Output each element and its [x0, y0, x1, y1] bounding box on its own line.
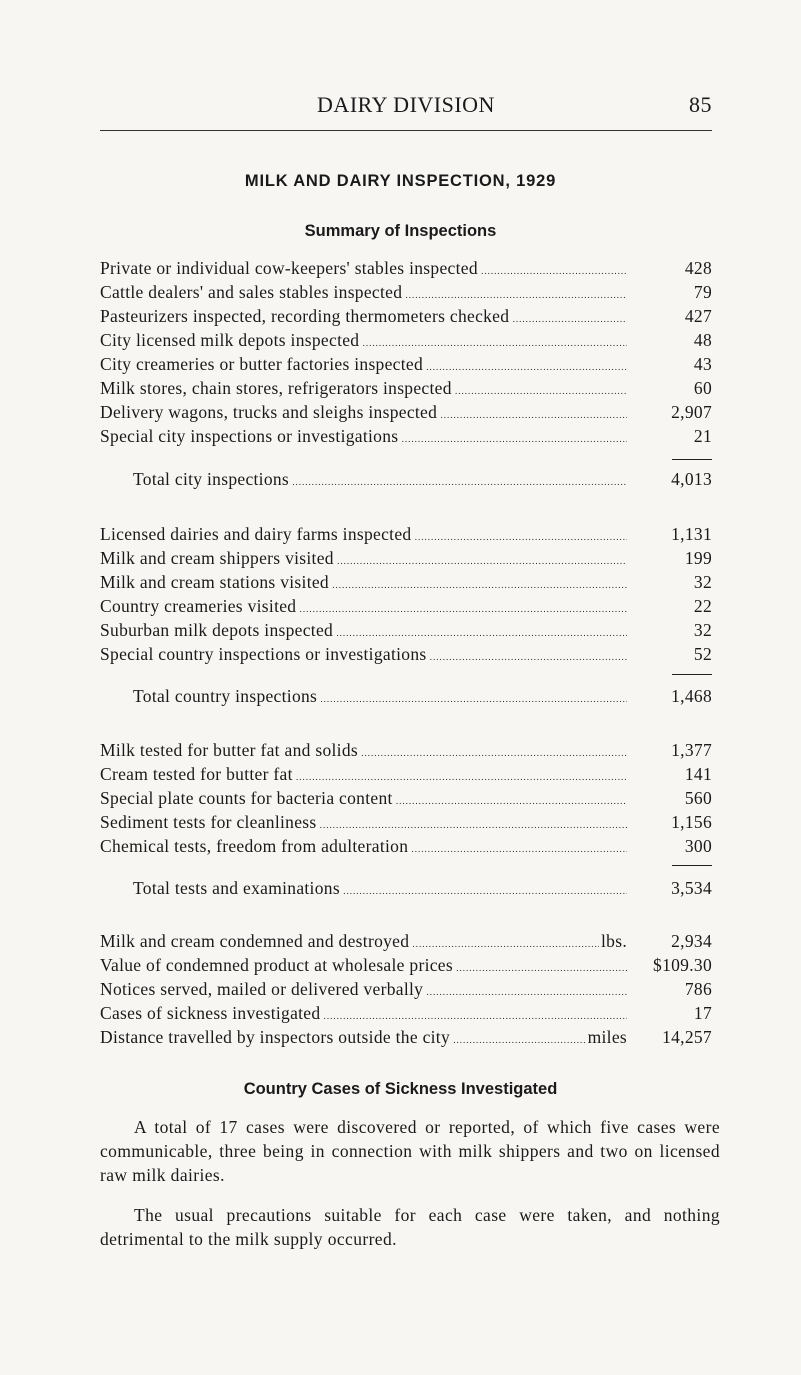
sickness-heading: Country Cases of Sickness Investigated	[243, 1080, 558, 1098]
list-item: City licensed milk depots inspected ..... 48	[100, 328, 712, 352]
list-item: City creameries or butter factories inspected ..... 43	[100, 352, 712, 376]
list-item: Distance travelled by inspectors outside the city ..... miles 14,257	[100, 1025, 712, 1049]
misc-list	[100, 929, 712, 1049]
city-inspections-list	[100, 256, 712, 448]
list-item: Sediment tests for cleanliness ..... 1,156	[100, 810, 712, 834]
tests-total-row: Total tests and examinations ..... 3,534	[133, 876, 712, 900]
list-item: Country creameries visited ..... 22	[100, 594, 712, 618]
list-item: Value of condemned product at wholesale prices ..... $109.30	[100, 953, 712, 977]
list-item: Cattle dealers' and sales stables inspected ..... 79	[100, 280, 712, 304]
list-item: Special country inspections or investigations ..... 52	[100, 642, 712, 666]
list-item: Milk tested for butter fat and solids ..... 1,377	[100, 738, 712, 762]
list-item: Milk and cream stations visited ..... 32	[100, 570, 712, 594]
sickness-paragraph: A total of 17 cases were discovered or reported, of which five cases were communicable, three being in connection with milk shippers and two on licensed raw milk dairies.	[100, 1117, 720, 1185]
list-item: Suburban milk depots inspected ..... 32	[100, 618, 712, 642]
country-total-row: Total country inspections ..... 1,468	[133, 684, 712, 708]
list-item: Cream tested for butter fat ..... 141	[100, 762, 712, 786]
list-item: Special plate counts for bacteria content ..... 560	[100, 786, 712, 810]
list-item: Milk stores, chain stores, refrigerators inspected ..... 60	[100, 376, 712, 400]
list-item: Licensed dairies and dairy farms inspected ..... 1,131	[100, 522, 712, 546]
running-header	[100, 90, 712, 131]
tests-list	[100, 738, 712, 858]
page-number: 85	[689, 92, 712, 117]
country-total-section	[100, 684, 712, 708]
list-item: Private or individual cow-keepers' stables inspected ..... 428	[100, 256, 712, 280]
list-item: Delivery wagons, trucks and sleighs inspected ..... 2,907	[100, 400, 712, 424]
total-rule	[672, 459, 712, 460]
total-rule	[672, 865, 712, 866]
sickness-paragraph: The usual precautions suitable for each case were taken, and nothing detrimental to the milk supply occurred.	[100, 1205, 720, 1249]
tests-total-section	[100, 876, 712, 900]
total-rule	[672, 674, 712, 675]
list-item: Milk and cream shippers visited ..... 199	[100, 546, 712, 570]
list-item: Milk and cream condemned and destroyed ..... lbs. 2,934	[100, 929, 712, 953]
city-total-row: Total city inspections ..... 4,013	[133, 467, 712, 491]
header-title: DAIRY DIVISION	[317, 92, 495, 117]
list-item: Cases of sickness investigated ..... 17	[100, 1001, 712, 1025]
summary-subtitle: Summary of Inspections	[304, 222, 497, 240]
city-total-section	[100, 467, 712, 491]
list-item: Special city inspections or investigations ..... 21	[100, 424, 712, 448]
country-inspections-list	[100, 522, 712, 666]
list-item: Chemical tests, freedom from adulteration ..... 300	[100, 834, 712, 858]
list-item: Pasteurizers inspected, recording thermometers checked ..... 427	[100, 304, 712, 328]
report-title: MILK AND DAIRY INSPECTION, 1929	[244, 172, 557, 190]
list-item: Notices served, mailed or delivered verbally ..... 786	[100, 977, 712, 1001]
